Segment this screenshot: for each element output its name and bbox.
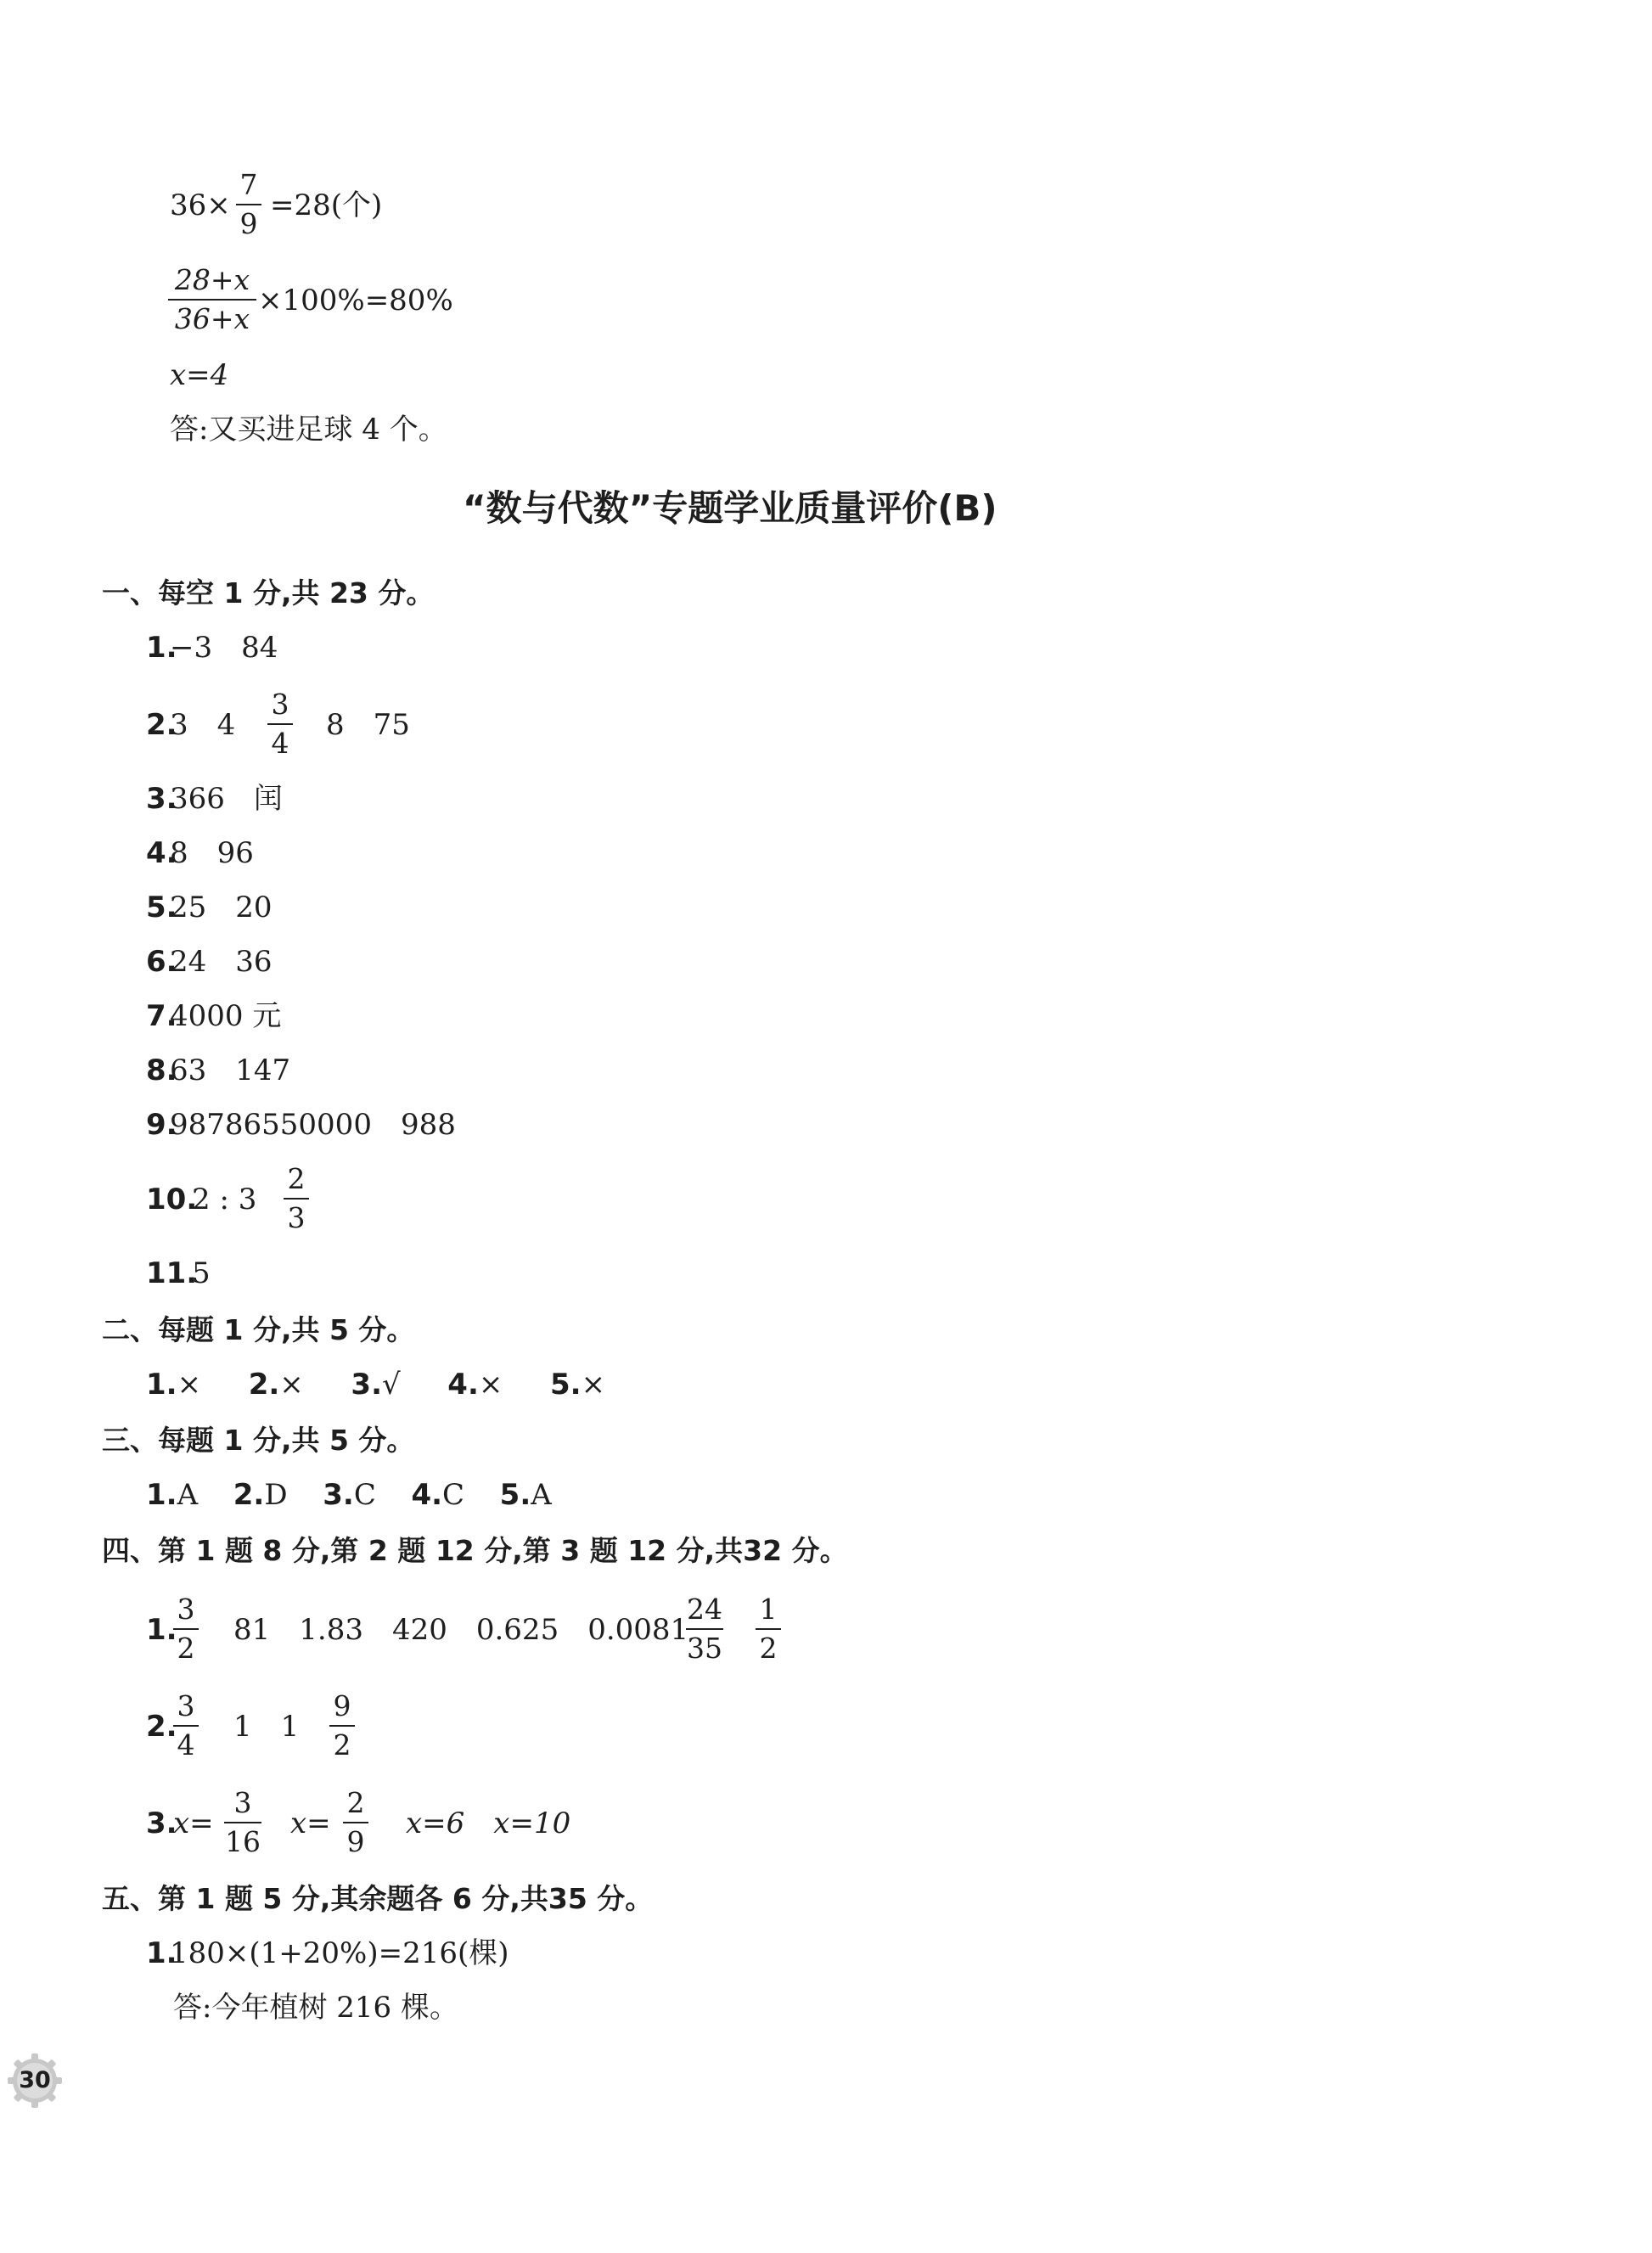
calc-line-2b: ×100%=80% — [258, 284, 453, 317]
q1-num: 1. — [146, 631, 177, 665]
q6-num: 6. — [146, 945, 177, 979]
fraction-3-2: 3 2 — [173, 1593, 199, 1666]
s4-q3-rest: x=6 x=10 — [406, 1806, 571, 1840]
page-number: 30 — [19, 2067, 51, 2093]
section-4-header: 四、第 1 题 8 分,第 2 题 12 分,第 3 题 12 分,共32 分。 — [102, 1534, 848, 1567]
q4-num: 4. — [146, 836, 177, 870]
fraction-2-9: 2 9 — [343, 1786, 368, 1859]
q7-num: 7. — [146, 999, 177, 1033]
q2-answer-b: 8 75 — [326, 708, 410, 742]
section-2-answers: 1.× 2.× 3.√ 4.× 5.× — [146, 1368, 606, 1402]
q6-answer: 24 36 — [170, 945, 273, 979]
s4-q1-num: 1. — [146, 1613, 177, 1647]
section-3-header: 三、每题 1 分,共 5 分。 — [102, 1424, 415, 1457]
s4-q2-num: 2. — [146, 1710, 177, 1744]
s5-q1-calc: 180×(1+20%)=216(棵) — [170, 1936, 509, 1970]
s4-q2-values: 1 1 — [233, 1710, 300, 1744]
fraction-3-4-b: 3 4 — [173, 1689, 199, 1762]
q5-num: 5. — [146, 891, 177, 924]
fraction-28x-36x: 28+x 36+x — [168, 263, 256, 336]
q10-answer-a: 2 : 3 — [192, 1183, 257, 1216]
q9-answer: 98786550000 988 — [170, 1108, 456, 1142]
q11-num: 11. — [146, 1256, 198, 1290]
q9-num: 9. — [146, 1108, 177, 1142]
q2-answer-a: 3 4 — [170, 708, 236, 742]
section-5-header: 五、第 1 题 5 分,其余题各 6 分,共35 分。 — [102, 1882, 654, 1915]
section-2-header: 二、每题 1 分,共 5 分。 — [102, 1313, 415, 1346]
s4-q1-values: 81 1.83 420 0.625 0.0081 — [233, 1613, 689, 1647]
s4-q3-x1: x= — [173, 1806, 214, 1840]
fraction-24-35: 24 35 — [687, 1593, 722, 1665]
calc-line-1a: 36× — [170, 188, 231, 222]
s5-q1-answer: 答:今年植树 216 棵。 — [173, 1991, 458, 2025]
q8-answer: 63 147 — [170, 1053, 291, 1087]
fraction-9-2: 9 2 — [329, 1689, 355, 1762]
q8-num: 8. — [146, 1053, 177, 1087]
section-1-header: 一、每空 1 分,共 23 分。 — [102, 576, 435, 610]
q5-answer: 25 20 — [170, 891, 273, 924]
q3-num: 3. — [146, 782, 177, 816]
fraction-3-4: 3 4 — [267, 688, 293, 761]
fraction-7-9: 7 9 — [236, 168, 261, 241]
q4-answer: 8 96 — [170, 836, 254, 870]
fraction-1-2: 1 2 — [756, 1593, 781, 1666]
q3-answer: 366 闰 — [170, 782, 283, 816]
s4-q3-num: 3. — [146, 1806, 177, 1840]
section-3-answers: 1.A 2.D 3.C 4.C 5.A — [146, 1478, 552, 1512]
q11-answer: 5 — [192, 1256, 211, 1290]
page-number-badge — [7, 2053, 63, 2109]
q7-answer: 4000 元 — [170, 999, 282, 1033]
q2-num: 2. — [146, 708, 177, 742]
fraction-2-3: 2 3 — [284, 1162, 309, 1235]
q10-num: 10. — [146, 1183, 198, 1216]
page-title: “数与代数”专题学业质量评价(B) — [463, 487, 997, 529]
calc-line-3: x=4 — [170, 358, 229, 392]
answer-line-4: 答:又买进足球 4 个。 — [170, 413, 447, 447]
q1-answer: −3 84 — [170, 631, 278, 665]
calc-line-1b: =28(个) — [270, 188, 383, 222]
fraction-3-16: 3 16 — [225, 1786, 261, 1858]
s4-q3-x2: x= — [290, 1806, 331, 1840]
s5-q1-num: 1. — [146, 1936, 177, 1970]
